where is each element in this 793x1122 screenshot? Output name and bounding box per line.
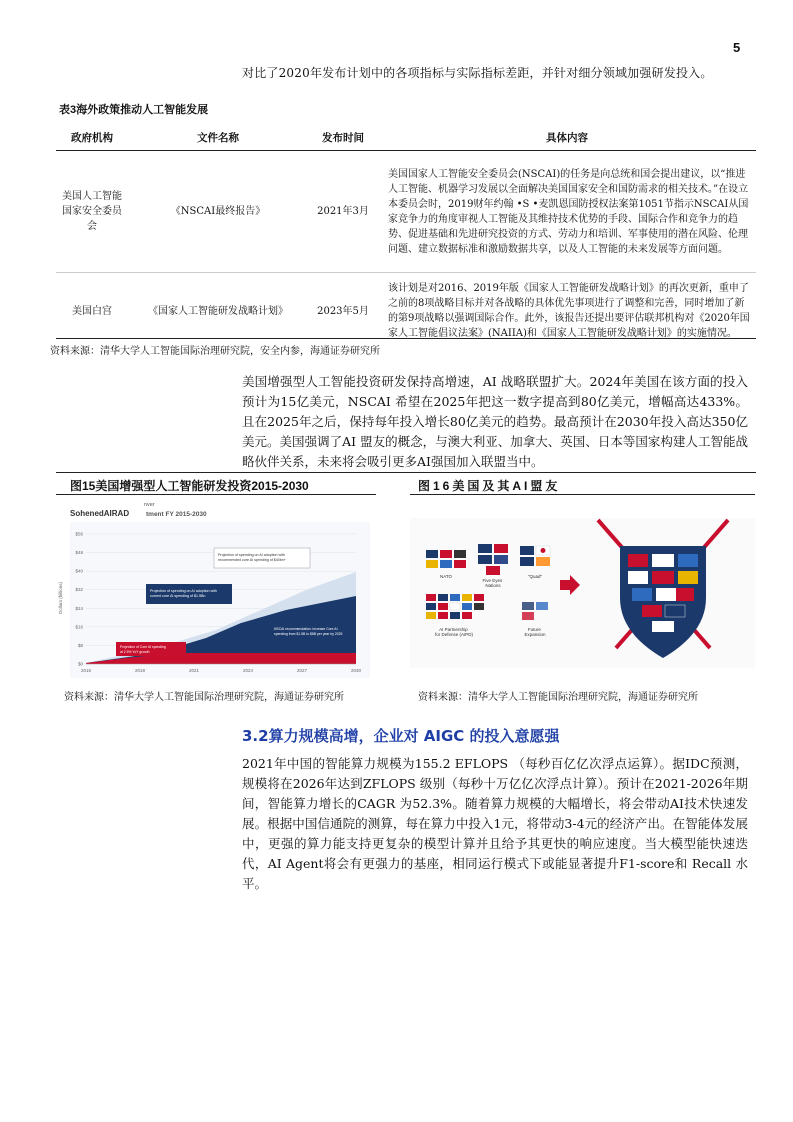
group-quad: "Quad" [527, 574, 543, 579]
intro-line: 对比了2020年发布计划中的各项指标与实际指标差距，并针对细分领域加强研发投入。 [242, 66, 713, 80]
group-five-eyes-line2: Nations [485, 583, 501, 588]
table-header-row [56, 124, 756, 151]
table-source: 资料来源：清华大学人工智能国际治理研究院，安全内参，海通证券研究所 [50, 346, 380, 357]
cell-document: 《国家人工智能研发战略计划》 [148, 305, 288, 317]
group-aipd-line2: for Defense (AIPD) [434, 632, 474, 637]
figure-top-rule [56, 472, 756, 473]
annotation-current-line1: Projection of Core AI spending [120, 645, 166, 649]
cell-date: 2021年3月 [308, 151, 378, 273]
cell-agency: 美国白宫 [72, 305, 112, 317]
figure16-title-rule [410, 494, 755, 495]
figure15-inner-title: SohenedAIRAD [70, 509, 130, 518]
paragraph-us-investment: 美国增强型人工智能投资研发保持高增速，AI 战略联盟扩大。2024年美国在该方面的投入预计为15亿美元，NSCAI 希望在2025年把这一数字提高到80亿美元，增幅高达433%。且在2025年之后，保持每年投入增长80亿美元的趋势。最高预计在2030年投入高达350亿美元。美国强调了AI 盟友的概念，与澳大利亚、加拿大、英国、日本等国家构建人工智能战略伙伴关系，未来将会吸引更多AI强国加入联盟当中。 [242, 374, 748, 469]
paragraph-compute: 2021年中国的智能算力规模为155.2 EFLOPS （每秒百亿亿次浮点运算）。据IDC预测，规模将在2026年达到ZFLOPS 级别（每秒十万亿亿次浮点计算）。预计在2021-2026年期间，智能算力增长的CAGR 为52.3%。随着算力规模的大幅增长，将会带动AI技术快速发展。根据中国信通院的测算，每在算力中投入1元，将带动3-4元的经济产出。在智能体发展中，更强的算力能支持更复杂的模型计算并且给予其更快的响应速度。当大模型能快速迭代，AI Agent将会有更强力的基座，相同运行模式下或能显著提升F1-score和 Recall 水平。 [242, 756, 748, 891]
cell-content: 该计划是对2016、2019年版《国家人工智能研发战略计划》的再次更新，重申了之前的8项战略目标并对各战略的具体优先事项进行了调整和完善，同时增加了新的第9项战略以强调国际合作。此外，该报告还提出要评估联邦机构对《2020年国家人工智能倡议法案》(NAIIA)和《国家人工智能研发战略计划》的实施情况。 [388, 283, 750, 339]
y-tick-label: $40 [75, 568, 83, 574]
group-future-line1: Future [527, 627, 541, 632]
figure15-title-rule [56, 494, 376, 495]
x-tick-label: 2024 [242, 668, 254, 673]
group-future-line2: Expansion [524, 632, 546, 637]
header-date: 发布时间 [308, 124, 378, 151]
figure16-title: 图16美国及其AI盟友 [418, 479, 561, 493]
cell-content: 美国国家人工智能安全委员会(NSCAI)的任务是向总统和国会提出建议，以“推进人工智能、机器学习发展以全面解决美国国家安全和国防需求的相关技术。”在设立本委员会时，2019财年约翰 •S •麦凯恩国防授权法案第1051节指示NSCAI从国家竞争力的角度审视人工智能及其维持技术优势的手段、国际合作和竞争力的趋势、促进基础和先进研究投资的方式、劳动力和培训、军事使用的潜在风险、伦理问题、建立数据标准和激励数据共享，以及人工智能的未来发展等方面问题。 [378, 151, 756, 273]
x-tick-label: 2030 [350, 668, 362, 673]
y-tick-label: $8 [77, 642, 83, 648]
header-agency: 政府机构 [56, 124, 128, 151]
x-tick-label: 2027 [296, 668, 308, 673]
group-five-eyes [482, 578, 503, 588]
header-document: 文件名称 [128, 124, 308, 151]
group-five-eyes-line1: Five Eyes [482, 578, 503, 583]
figure16-source: 资料来源：清华大学人工智能国际治理研究院，海通证券研究所 [418, 692, 698, 703]
table-row [56, 151, 756, 273]
x-tick-label: 2021 [188, 668, 200, 673]
cell-date: 2023年5月 [317, 305, 369, 317]
annotation-nscai-line1: NSCAI recommendation: increase Core AI [274, 627, 338, 631]
figure15-title: 图15美国增强型人工智能研发投资2015-2030 [70, 479, 309, 493]
y-tick-label: $56 [75, 531, 83, 537]
y-tick-label: $0 [77, 661, 83, 667]
annotation-nscai [274, 627, 343, 636]
cell-document: 《NSCAI最终报告》 [128, 151, 308, 273]
policy-table [56, 124, 756, 349]
y-tick-label: $48 [75, 550, 83, 556]
figure15-inner-title-b: tment FY 2015-2030 [146, 511, 207, 518]
annotation-middle-line1: Projection of spending on AI adoption with [150, 589, 217, 593]
group-aipd [435, 627, 474, 637]
figure16-diagram [410, 498, 755, 680]
annotation-middle-line2: current core AI spending of $1.5Bn [150, 594, 206, 598]
y-tick-label: $16 [75, 624, 83, 630]
annotation-current-line2: at 2.5% YoY growth [120, 650, 150, 654]
y-tick-label: $24 [75, 605, 83, 611]
figure15-svg [56, 498, 376, 680]
table-bottom-rule [56, 338, 756, 339]
annotation-top [218, 553, 286, 562]
annotation-nscai-line2: spending from $1.5B to $8B per year by 2025 [274, 632, 343, 636]
x-tick-label: 2015 [80, 668, 92, 673]
annotation-top-line2: recommended core AI spending of $40bn+ [218, 558, 286, 562]
group-nato: NATO [439, 574, 453, 579]
cell-agency: 美国人工智能国家安全委员会 [56, 151, 128, 273]
table-title: 表3海外政策推动人工智能发展 [59, 104, 209, 116]
page-number: 5 [733, 40, 741, 55]
annotation-top-line1: Projection of spending on AI adoption with [218, 553, 285, 557]
group-aipd-line1: AI Partnership [439, 627, 468, 632]
y-tick-label: $32 [75, 587, 83, 593]
header-content: 具体内容 [378, 124, 756, 151]
x-tick-label: 2018 [134, 668, 146, 673]
figure16-svg [410, 498, 755, 680]
figure15-chart [56, 498, 376, 680]
section-heading: 3.2算力规模高增，企业对 AIGC 的投入意愿强 [242, 727, 560, 745]
figure15-source: 资料来源：清华大学人工智能国际治理研究院，海通证券研究所 [64, 692, 344, 703]
y-axis-label: Dollars (billions) [58, 581, 63, 615]
figure15-inner-superscript: nver [144, 502, 155, 508]
